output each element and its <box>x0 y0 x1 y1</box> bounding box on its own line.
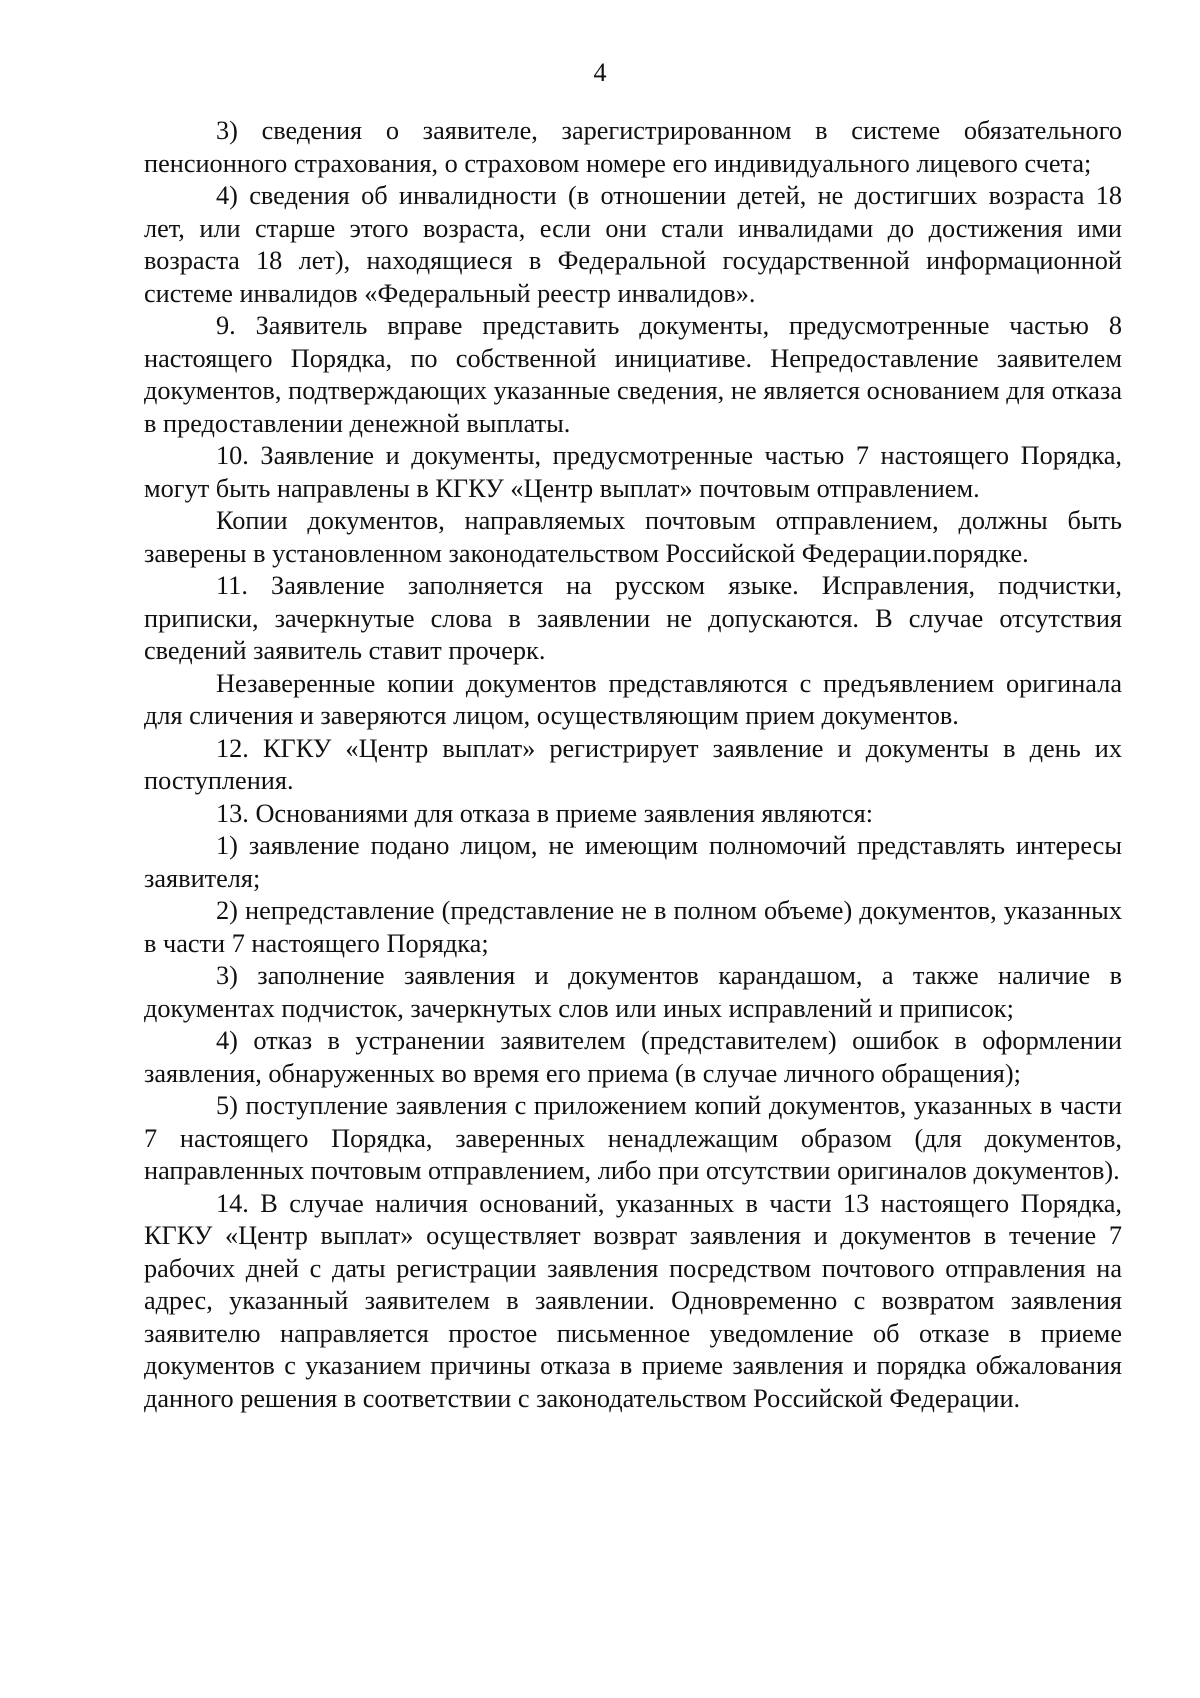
paragraph-uncertified-copies: Незаверенные копии документов представляются с предъявлением оригинала для сличения и заверяются лицом, осуществляющим прием документов. <box>144 668 1122 730</box>
paragraph-refusal-reason-5: 5) поступление заявления с приложением копий документов, указанных в части 7 настоящего Порядка, заверенных ненадлежащим образом (для документов, направленных почтовым отправлением, либо при отсутствии оригиналов документов). <box>144 1091 1122 1185</box>
paragraph-refusal-reason-4: 4) отказ в устранении заявителем (представителем) ошибок в оформлении заявления, обнаруженных во время его приема (в случае личного обращения); <box>144 1026 1122 1088</box>
paragraph-item-3-snils: 3) сведения о заявителе, зарегистрированном в системе обязательного пенсионного страхования, о страховом номере его индивидуального лицевого счета; <box>144 116 1122 178</box>
paragraph-section-11: 11. Заявление заполняется на русском языке. Исправления, подчистки, приписки, зачеркнутые слова в заявлении не допускаются. В случае отсутствия сведений заявитель ставит прочерк. <box>144 571 1122 665</box>
paragraph-item-4-disability: 4) сведения об инвалидности (в отношении детей, не достигших возраста 18 лет, или старше этого возраста, если они стали инвалидами до достижения ими возраста 18 лет), находящиеся в Федеральной государственной информационной системе инвалидов «Федеральный реестр инвалидов». <box>144 181 1122 308</box>
document-body <box>144 115 1122 1415</box>
paragraph-section-13: 13. Основаниями для отказа в приеме заявления являются: <box>216 798 873 828</box>
paragraph-section-10: 10. Заявление и документы, предусмотренные частью 7 настоящего Порядка, могут быть направлены в КГКУ «Центр выплат» почтовым отправлением. <box>144 441 1122 503</box>
page-number: 4 <box>593 58 607 87</box>
paragraph-refusal-reason-3: 3) заполнение заявления и документов карандашом, а также наличие в документах подчисток, зачеркнутых слов или иных исправлений и приписок; <box>144 961 1122 1023</box>
paragraph-refusal-reason-2: 2) непредставление (представление не в полном объеме) документов, указанных в части 7 настоящего Порядка; <box>144 896 1122 958</box>
paragraph-copies-certified: Копии документов, направляемых почтовым отправлением, должны быть заверены в установленном законодательством Российской Федерации.порядке. <box>144 506 1122 568</box>
paragraph-section-14: 14. В случае наличия оснований, указанных в части 13 настоящего Порядка, КГКУ «Центр выплат» осуществляет возврат заявления и документов в течение 7 рабочих дней с даты регистрации заявления посредством почтового отправления на адрес, указанный заявителем в заявлении. Одновременно с возвратом заявления заявителю направляется простое письменное уведомление об отказе в приеме документов с указанием причины отказа в приеме заявления и порядка обжалования данного решения в соответствии с законодательством Российской Федерации. <box>144 1188 1122 1413</box>
paragraph-refusal-reason-1: 1) заявление подано лицом, не имеющим полномочий представлять интересы заявителя; <box>144 831 1122 893</box>
paragraph-section-9: 9. Заявитель вправе представить документы, предусмотренные частью 8 настоящего Порядка, по собственной инициативе. Непредоставление заявителем документов, подтверждающих указанные сведения, не является основанием для отказа в предоставлении денежной выплаты. <box>144 311 1122 438</box>
paragraph-section-12: 12. КГКУ «Центр выплат» регистрирует заявление и документы в день их поступления. <box>144 733 1122 795</box>
